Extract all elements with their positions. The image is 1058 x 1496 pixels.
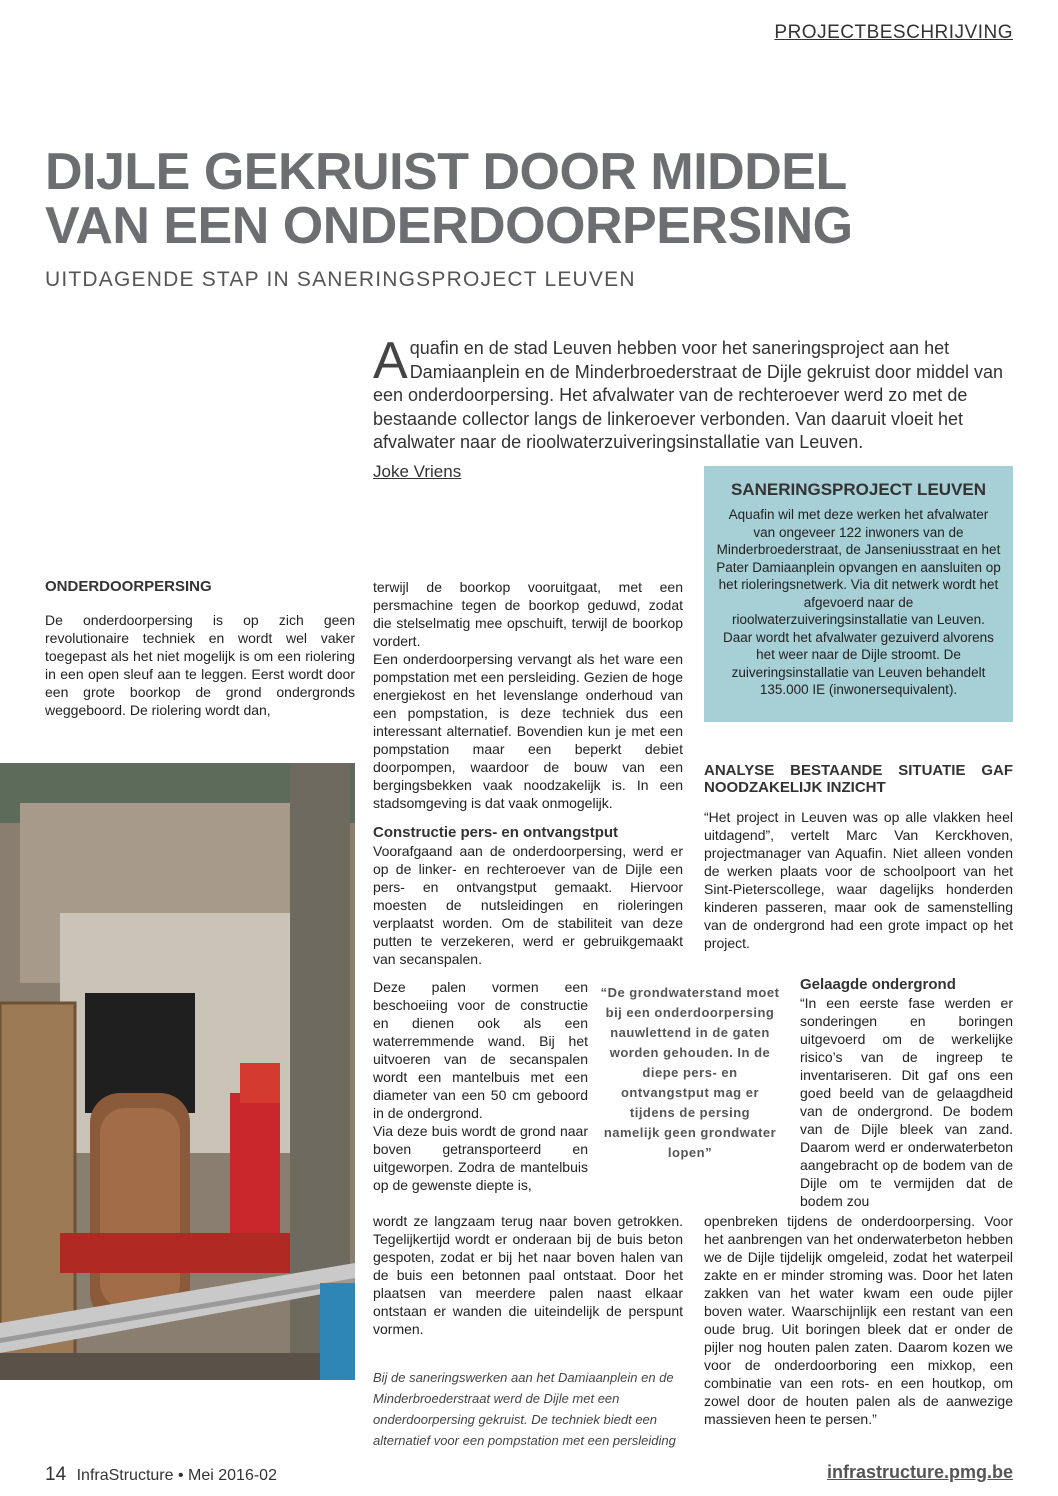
footer-left xyxy=(45,1464,277,1486)
photo-caption: Bij de saneringswerken aan het Damiaanplein en de Minderbroederstraat werd de Dijle met een onderdoorpersing gekruist. De techniek biedt een alternatief voor een pompstation met een persleiding xyxy=(373,1370,676,1448)
col1-heading: ONDERDOORPERSING xyxy=(45,578,212,595)
column-3-bottom xyxy=(704,1212,1013,1428)
pull-quote: “De grondwaterstand moet bij een onderdoorpersing nauwlettend in de gaten worden gehouden. In de diepe pers- en ontvangstput mag er tijdens de persing namelijk geen grondwater lopen” xyxy=(600,985,780,1160)
col2-paragraph-5: Via deze buis wordt de grond naar boven getransporteerd en uitgeworpen. Zodra de mantelbuis op de gewenste diepte is, xyxy=(373,1123,588,1193)
col2-paragraph-6: wordt ze langzaam terug naar boven getrokken. Tegelijkertijd wordt er onderaan bij de buis beton gespoten, zodat er bij het naar boven halen van de buis een betonnen paal ontstaat. Door het plaatsen van meerdere palen naast elkaar ontstaan er wanden die uiteindelijk de perspunt vormen. xyxy=(373,1213,683,1337)
col3-paragraph-3: openbreken tijdens de onderdoorpersing. Voor het aanbrengen van het onderwaterbeton hebben we de Dijle tijdelijk omgeleid, zodat het waterpeil zakte en er minder stroming was. Door het laten zakken van het water kwam een oude pijler boven water. Waarschijnlijk een restant van een oude brug. Uit boringen bleek dat er onder de pijler nog houten palen zaten. Daarom kozen we voor de onderdoorboring een mixkop, een combinatie van een rots- en een houtkop, om zowel door de houten palen als de aanwezige massieven heen te persen.” xyxy=(704,1213,1013,1427)
column-1 xyxy=(45,578,355,719)
website-link[interactable]: infrastructure.pmg.be xyxy=(826,1462,1013,1482)
author-byline: Joke Vriens xyxy=(373,462,462,481)
section-tag: PROJECTBESCHRIJVING xyxy=(774,22,1013,43)
col3-subheading: Gelaagde ondergrond xyxy=(800,976,956,993)
col1-paragraph: De onderdoorpersing is op zich geen revolutionaire techniek en wordt wel vaker toegepast als het niet mogelijk is om een riolering in een open sleuf aan te leggen. Eerst wordt door een grote boorkop de grond ondergronds weggeboord. De riolering wordt dan, xyxy=(45,612,355,718)
column-3-narrow xyxy=(800,976,1013,1210)
drop-cap: A xyxy=(373,332,408,390)
col3-paragraph-1: “Het project in Leuven was op alle vlakken heel uitdagend”, vertelt Marc Van Kerckhoven, projectmanager van Aquafin. Niet alleen vonden de werken plaats voor de schoolpoort van het Sint-Pieterscollege, waar dagelijks honderden kinderen passeren, maar ook de samenstelling van de ondergrond had een grote impact op het project. xyxy=(704,809,1013,951)
col3-paragraph-2: “In een eerste fase werden er sonderingen en boringen uitgevoerd om de werkelijke risico’s van de ingreep te inventariseren. Dit gaf ons een goed beeld van de gelaagdheid van de ondergrond. De bodem van de Dijle bleek van zand. Daarom werd er onderwaterbeton aangebracht op de bodem van de Dijle om te vermijden dat de bodem zou xyxy=(800,995,1013,1209)
info-box-title: SANERINGSPROJECT LEUVEN xyxy=(730,480,987,499)
column-3 xyxy=(704,762,1013,952)
page-number: 14 xyxy=(45,1464,67,1485)
col2-paragraph-4: Deze palen vormen een beschoeiing voor de constructie en dienen ook als een waterremmende wand. Bij het uitvoeren van de secanspalen wordt een mantelbuis met een diameter van een 50 cm geboord in de ondergrond. xyxy=(373,979,588,1121)
col2-paragraph-2: Een onderdoorpersing vervangt als het ware een pompstation met een persleiding. Gezien de hoge energiekost en het levenslange onderhoud van een pompstation, is deze techniek dus een interessant alternatief. Bovendien kun je met een pompstation maar een beperkt debiet doorpompen, waardoor de bouw van een bergingsbekken vaak noodzakelijk is. In een stadsomgeving is dat vaak onmogelijk. xyxy=(373,651,683,811)
info-box xyxy=(704,466,1013,722)
title-line-1: DIJLE GEKRUIST DOOR MIDDEL xyxy=(45,143,847,201)
col3-heading: ANALYSE BESTAANDE SITUATIE GAF NOODZAKELIJK INZICHT xyxy=(704,762,1013,796)
column-2-narrow xyxy=(373,978,588,1194)
col2-subheading: Constructie pers- en ontvangstput xyxy=(373,824,619,841)
publication-name: InfraStructure • Mei 2016-02 xyxy=(76,1467,277,1484)
info-box-text: Aquafin wil met deze werken het afvalwater van ongeveer 122 inwoners van de Minderbroederstraat, de Janseniusstraat en het Pater Damiaanplein opvangen en aansluiten op het rioleringsnetwerk. Via dit netwerk wordt het afgevoerd naar de rioolwaterzuiveringsinstallatie van Leuven. Daar wordt het afvalwater gezuiverd alvorens het weer naar de Dijle stroomt. De zuiveringsinstallatie van Leuven behandelt 135.000 IE (inwonersequivalent). xyxy=(716,507,1001,697)
article-subtitle: UITDAGENDE STAP IN SANERINGSPROJECT LEUVEN xyxy=(45,268,636,291)
column-2-bottom xyxy=(373,1212,683,1338)
title-line-2: VAN EEN ONDERDOORPERSING xyxy=(45,197,853,255)
lead-text: quafin en de stad Leuven hebben voor het saneringsproject aan het Damiaanplein en de Minderbroederstraat de Dijle gekruist door middel van een onderdoorpersing. Het afvalwater van de rechteroever werd zo met de bestaande collector langs de linkeroever verbonden. Van daaruit vloeit het afvalwater naar de rioolwaterzuiveringsinstallatie van Leuven. xyxy=(373,338,1004,452)
article-title xyxy=(45,145,945,253)
lead-paragraph xyxy=(373,332,1013,455)
col2-paragraph-1: terwijl de boorkop vooruitgaat, met een persmachine tegen de boorkop geduwd, zodat die stelselmatig mee opschuift, terwijl de boorkop vordert. xyxy=(373,579,683,649)
construction-photo-image xyxy=(0,763,355,1380)
column-2 xyxy=(373,578,683,968)
col2-paragraph-3: Voorafgaand aan de onderdoorpersing, werd er op de linker- en rechteroever van de Dijle een pers- en ontvangstput gemaakt. Hiervoor moesten de nutsleidingen en rioleringen verplaatst worden. Om de stabiliteit van deze putten te verzekeren, werd er gebruikgemaakt van secanspalen. xyxy=(373,843,683,967)
construction-photo xyxy=(0,763,355,1380)
